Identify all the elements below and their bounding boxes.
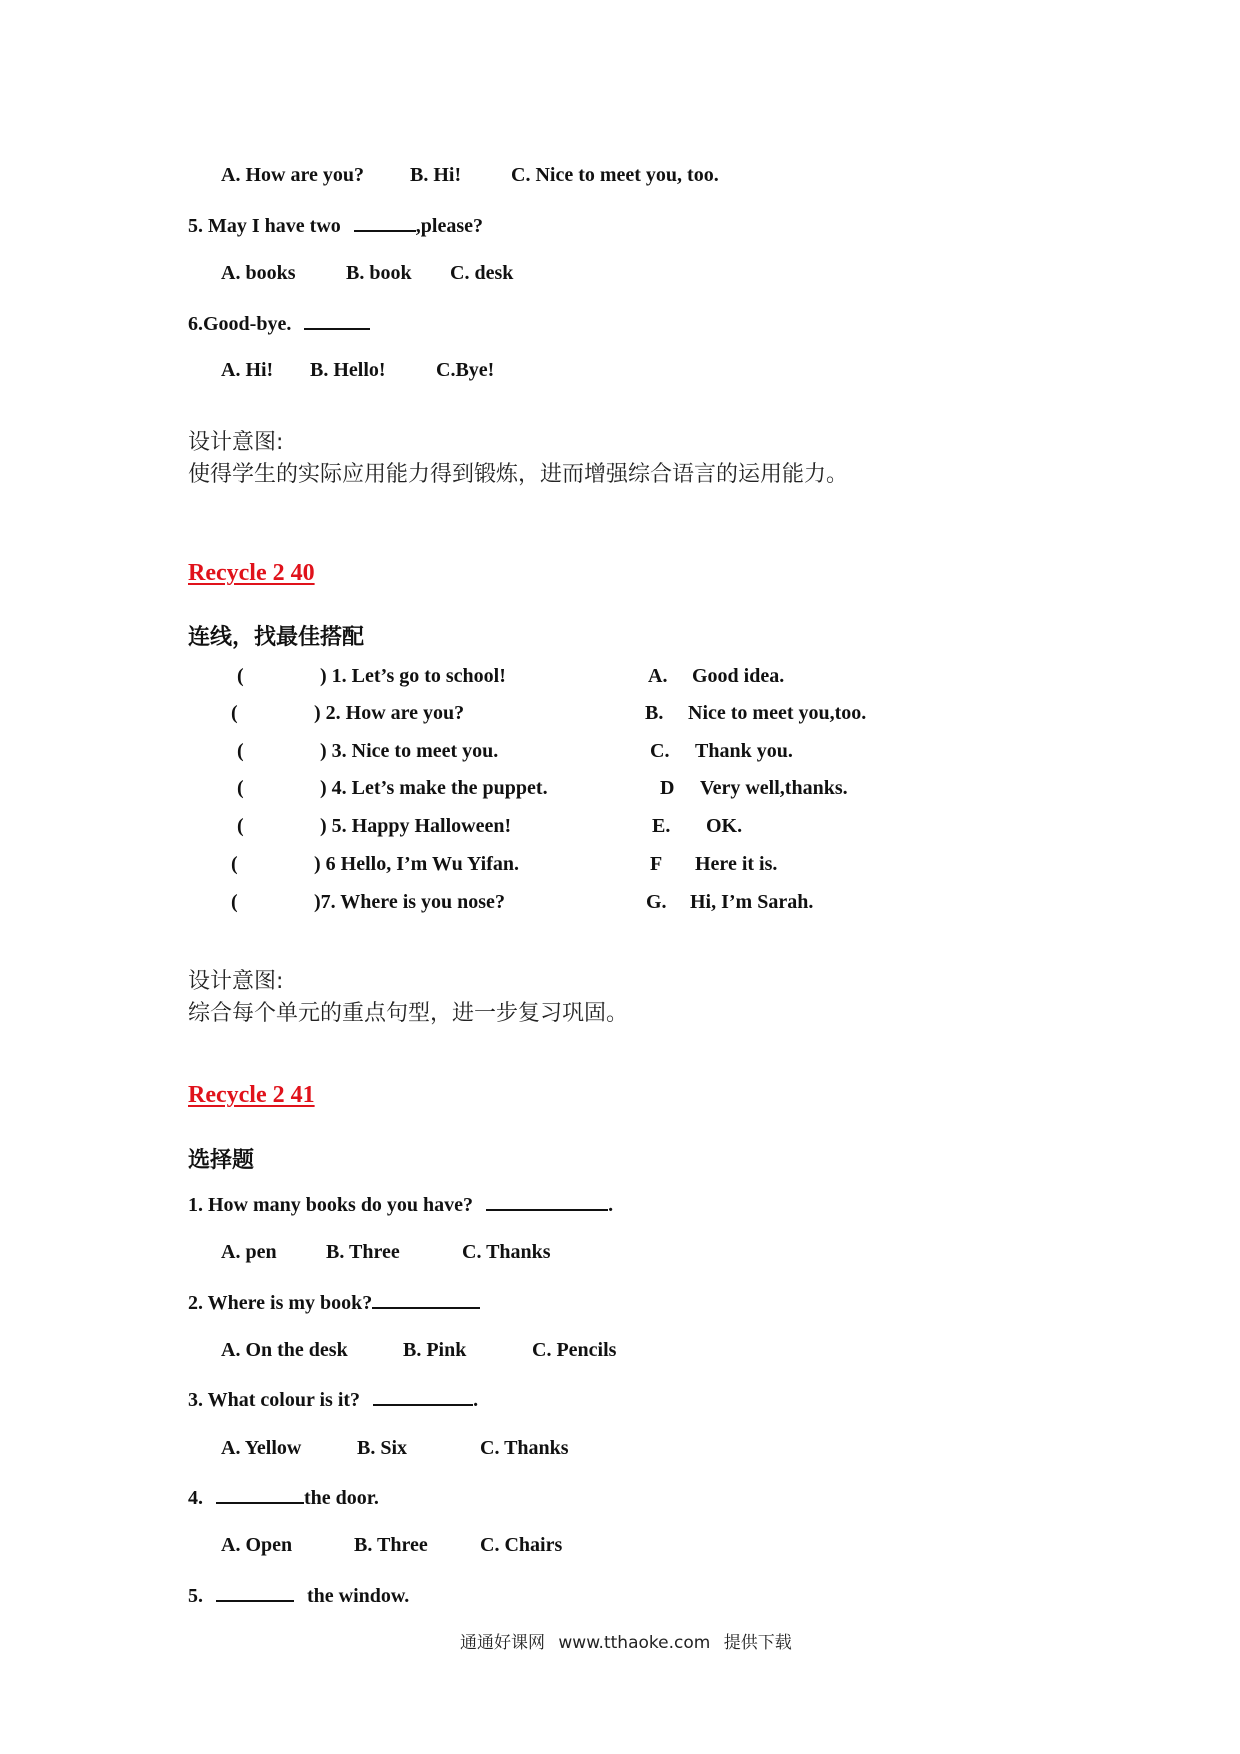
match-paren: ( <box>231 702 238 724</box>
match-letter: B. <box>645 702 664 724</box>
option: C. Chairs <box>480 1534 563 1556</box>
footer-site-name: 通通好课网 <box>460 1633 545 1653</box>
question-2 <box>188 1289 480 1315</box>
match-letter: E. <box>652 815 671 837</box>
question-text-end: ,please? <box>415 215 483 237</box>
option: B. book <box>346 262 412 284</box>
match-answer: Nice to meet you,too. <box>688 702 867 724</box>
match-question: ) 5. Happy Halloween! <box>320 815 512 837</box>
match-answer: OK. <box>706 815 743 837</box>
match-question: )7. Where is you nose? <box>314 891 505 913</box>
question-text-end: the window. <box>307 1585 410 1607</box>
option: B. Pink <box>403 1339 467 1361</box>
match-question: ) 3. Nice to meet you. <box>320 740 499 762</box>
question-text: 6.Good-bye. <box>188 313 292 335</box>
option: A. books <box>221 262 296 284</box>
match-paren: ( <box>231 891 238 913</box>
match-letter: A. <box>648 665 668 687</box>
question-3 <box>188 1386 478 1412</box>
match-paren: ( <box>231 853 238 875</box>
match-letter: F <box>650 853 663 875</box>
option: A. On the desk <box>221 1339 348 1361</box>
match-paren: ( <box>237 740 244 762</box>
answer-blank <box>216 1582 294 1602</box>
option: B. Three <box>326 1241 400 1263</box>
answer-blank <box>373 1386 473 1406</box>
footer <box>460 1632 792 1654</box>
option: B. Six <box>357 1437 408 1459</box>
question-text: 1. How many books do you have? <box>188 1194 474 1216</box>
question-5 <box>188 212 483 238</box>
section-title: 选择题 <box>188 1148 255 1173</box>
option: C.Bye! <box>436 359 495 381</box>
question-6 <box>188 310 370 336</box>
match-paren: ( <box>237 777 244 799</box>
option: A. Hi! <box>221 359 274 381</box>
question-text: 5. May I have two <box>188 215 341 237</box>
match-answer: Good idea. <box>692 665 785 687</box>
option: C. desk <box>450 262 514 284</box>
match-letter: D <box>660 777 675 799</box>
question-text: 4. <box>188 1487 203 1509</box>
match-paren: ( <box>237 665 244 687</box>
match-answer: Hi, I’m Sarah. <box>690 891 814 913</box>
option: A. How are you? <box>221 164 364 186</box>
design-intent-text: 使得学生的实际应用能力得到锻炼，进而增强综合语言的运用能力。 <box>188 462 849 487</box>
match-question: ) 2. How are you? <box>314 702 465 724</box>
match-question: ) 6 Hello, I’m Wu Yifan. <box>314 853 520 875</box>
match-paren: ( <box>237 815 244 837</box>
section-title: 连线，找最佳搭配 <box>188 625 365 650</box>
match-question: ) 1. Let’s go to school! <box>320 665 506 687</box>
design-intent-text: 综合每个单元的重点句型，进一步复习巩固。 <box>188 1001 629 1026</box>
match-question: ) 4. Let’s make the puppet. <box>320 777 548 799</box>
option: C. Thanks <box>480 1437 569 1459</box>
match-letter: C. <box>650 740 670 762</box>
option: A. Yellow <box>221 1437 302 1459</box>
answer-blank <box>354 212 416 232</box>
footer-download: 提供下载 <box>723 1633 792 1653</box>
question-4 <box>188 1484 379 1510</box>
answer-blank <box>304 310 370 330</box>
option: C. Thanks <box>462 1241 551 1263</box>
option: C. Pencils <box>532 1339 617 1361</box>
option: B. Three <box>354 1534 428 1556</box>
answer-blank <box>372 1289 480 1309</box>
question-text-end: . <box>473 1389 479 1411</box>
question-text: 2. Where is my book? <box>188 1292 373 1314</box>
question-text: 5. <box>188 1585 203 1607</box>
option: C. Nice to meet you, too. <box>511 164 719 186</box>
option: A. Open <box>221 1534 293 1556</box>
match-answer: Thank you. <box>695 740 793 762</box>
match-answer: Very well,thanks. <box>700 777 848 799</box>
option: B. Hi! <box>410 164 462 186</box>
question-5 <box>188 1582 409 1608</box>
section-heading: Recycle 2 41 <box>188 1082 315 1108</box>
question-text-end: . <box>608 1194 614 1216</box>
match-letter: G. <box>646 891 667 913</box>
section-heading: Recycle 2 40 <box>188 560 315 586</box>
footer-url[interactable]: www.tthaoke.com <box>558 1633 711 1653</box>
design-intent-label: 设计意图: <box>188 969 284 994</box>
question-text: 3. What colour is it? <box>188 1389 361 1411</box>
answer-blank <box>216 1484 304 1504</box>
option: A. pen <box>221 1241 277 1263</box>
design-intent-label: 设计意图: <box>188 430 284 455</box>
question-text-end: the door. <box>304 1487 379 1509</box>
answer-blank <box>486 1191 608 1211</box>
question-1 <box>188 1191 613 1217</box>
option: B. Hello! <box>310 359 386 381</box>
match-answer: Here it is. <box>695 853 778 875</box>
